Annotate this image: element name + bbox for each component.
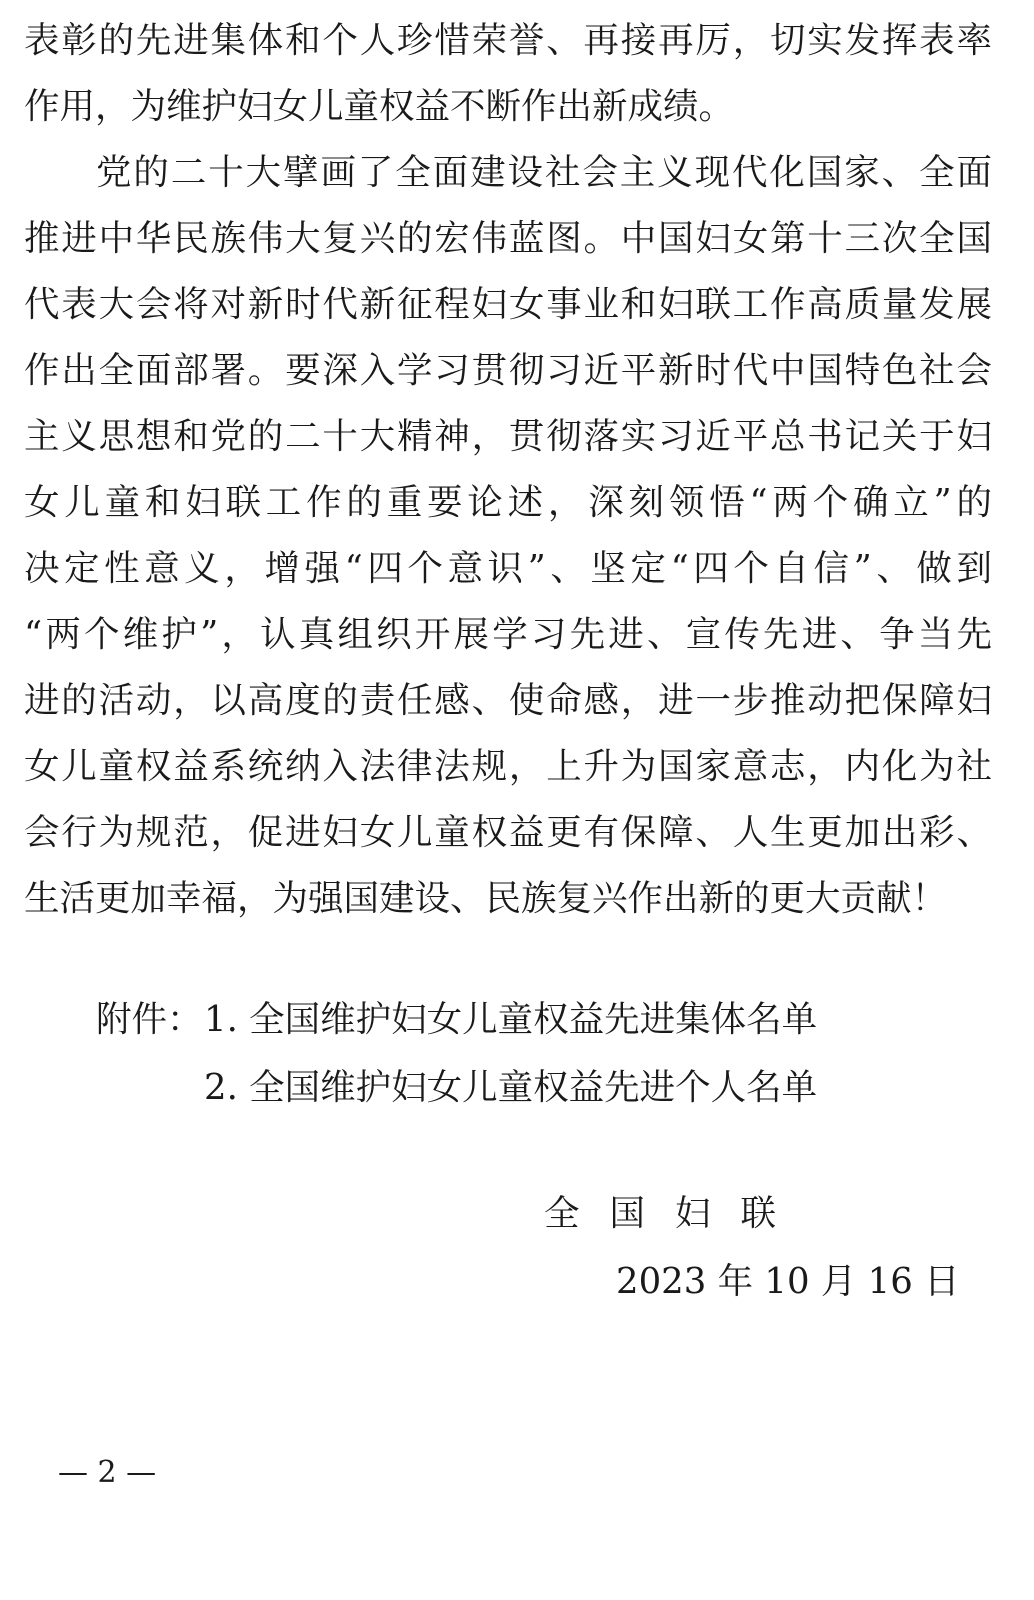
paragraph-line: 代表大会将对新时代新征程妇女事业和妇联工作高质量发展 xyxy=(24,284,992,325)
attachment-item-1: 1. 全国维护妇女儿童权益先进集体名单 xyxy=(204,999,818,1040)
paragraph-line: 表彰的先进集体和个人珍惜荣誉、再接再厉，切实发挥表率 xyxy=(24,20,992,61)
paragraph-line: 女儿童和妇联工作的重要论述，深刻领悟“两个确立”的 xyxy=(24,482,992,523)
paragraph-line: 决定性意义，增强“四个意识”、坚定“四个自信”、做到 xyxy=(24,548,992,589)
paragraph-line: “两个维护”，认真组织开展学习先进、宣传先进、争当先 xyxy=(24,614,992,655)
paragraph-line: 主义思想和党的二十大精神，贯彻落实习近平总书记关于妇 xyxy=(24,416,992,457)
paragraph-line: 作出全面部署。要深入学习贯彻习近平新时代中国特色社会 xyxy=(24,350,992,391)
paragraph-line: 进的活动，以高度的责任感、使命感，进一步推动把保障妇 xyxy=(24,680,992,721)
page-number: — 2 — xyxy=(58,1455,157,1490)
attachment-item-2: 2. 全国维护妇女儿童权益先进个人名单 xyxy=(204,1067,818,1108)
paragraph-line: 生活更加幸福，为强国建设、民族复兴作出新的更大贡献！ xyxy=(24,878,948,919)
attachment-label: 附件： xyxy=(96,999,203,1040)
signing-organization: 全国妇联 xyxy=(544,1193,807,1234)
signing-date: 2023 年 10 月 16 日 xyxy=(616,1261,960,1302)
paragraph-line: 会行为规范，促进妇女儿童权益更有保障、人生更加出彩、 xyxy=(24,812,992,853)
paragraph-line: 女儿童权益系统纳入法律法规，上升为国家意志，内化为社 xyxy=(24,746,992,787)
paragraph-line: 推进中华民族伟大复兴的宏伟蓝图。中国妇女第十三次全国 xyxy=(24,218,992,259)
paragraph-line: 党的二十大擘画了全面建设社会主义现代化国家、全面 xyxy=(96,152,992,193)
paragraph-line: 作用，为维护妇女儿童权益不断作出新成绩。 xyxy=(24,86,735,127)
